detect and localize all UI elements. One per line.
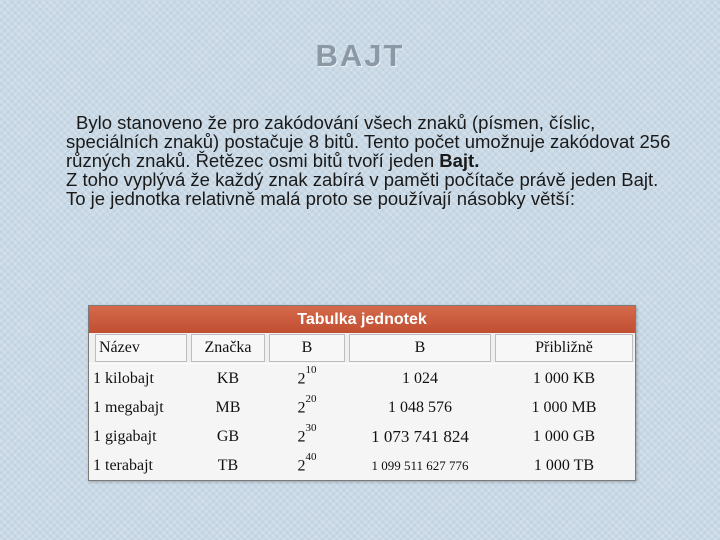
header-symbol: Značka <box>189 333 267 364</box>
cell-symbol: KB <box>216 369 240 387</box>
paragraph-3: To je jednotka relativně malá proto se používají násobky větší: <box>66 188 576 209</box>
cell-approx: 1 000 KB <box>532 369 596 387</box>
cell-power: $2^{40}$ <box>297 451 317 475</box>
cell-name: 1 gigabajt <box>93 427 157 445</box>
header-power: B <box>267 333 347 364</box>
cell-symbol: MB <box>215 398 241 416</box>
header-name: Název <box>89 333 189 364</box>
header-bytes: B <box>347 333 493 364</box>
cell-bytes: 1 024 <box>402 369 438 387</box>
table-header-row <box>89 333 635 364</box>
cell-approx: 1 000 GB <box>532 427 596 445</box>
cell-power: $2^{30}$ <box>297 422 317 446</box>
cell-name: 1 terabajt <box>93 456 153 474</box>
table-caption: Tabulka jednotek <box>89 306 635 333</box>
cell-power: $2^{20}$ <box>297 393 317 417</box>
slide-title: BAJT <box>315 38 405 73</box>
cell-bytes: 1 099 511 627 776 <box>371 457 469 473</box>
cell-bytes: 1 048 576 <box>388 398 452 416</box>
table-row <box>89 422 635 451</box>
table-row <box>89 451 635 480</box>
cell-power: $2^{10}$ <box>297 364 317 388</box>
table-row <box>89 364 635 393</box>
units-table <box>88 305 636 481</box>
cell-symbol: GB <box>216 427 240 445</box>
paragraph-2: Z toho vyplývá že každý znak zabírá v paměti počítače právě jeden Bajt. <box>66 169 659 190</box>
paragraph-1 <box>66 113 686 170</box>
header-approx: Přibližně <box>493 333 635 364</box>
table-row <box>89 393 635 422</box>
units-table-grid <box>89 333 635 480</box>
cell-bytes: 1 073 741 824 <box>371 426 469 446</box>
body-text <box>66 113 686 208</box>
cell-name: 1 megabajt <box>93 398 164 416</box>
cell-approx: 1 000 MB <box>531 398 597 416</box>
cell-name: 1 kilobajt <box>93 369 154 387</box>
cell-approx: 1 000 TB <box>533 456 595 474</box>
paragraph-1-text: Bylo stanoveno že pro zakódování všech znaků (písmen, číslic, speciálních znaků) postačuje 8 bitů. Tento počet umožnuje zakódovat 256 různých znaků. Řetězec osmi bitů tvoří jeden <box>66 112 671 171</box>
paragraph-1-bold: Bajt. <box>439 150 480 171</box>
cell-symbol: TB <box>217 456 239 474</box>
